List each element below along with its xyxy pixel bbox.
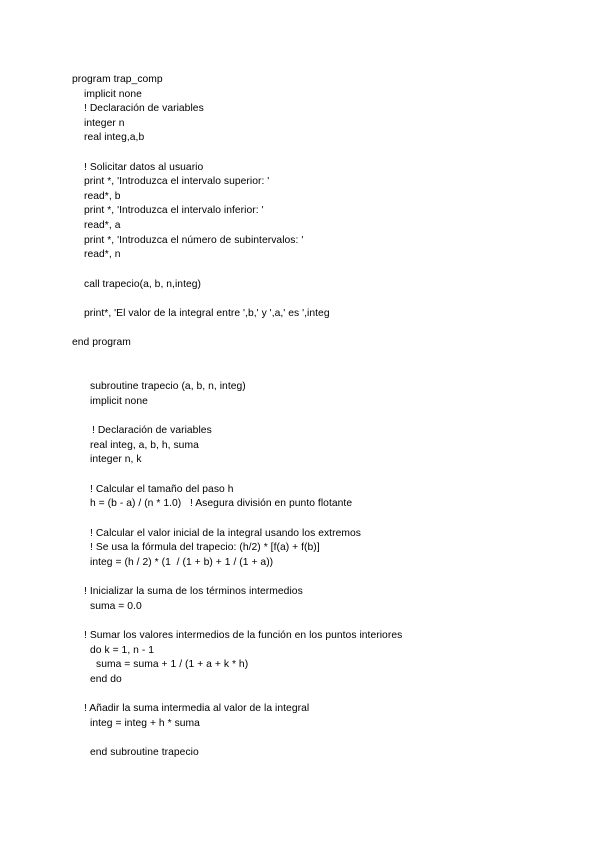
code-line: ! Se usa la fórmula del trapecio: (h/2) * [f(a) + f(b)] xyxy=(90,542,320,553)
code-line: end program xyxy=(72,337,131,348)
code-line: end subroutine trapecio xyxy=(90,747,199,758)
code-line: integer n xyxy=(84,118,125,129)
code-line: implicit none xyxy=(90,396,148,407)
code-line: real integ,a,b xyxy=(84,132,145,143)
code-line: print*, 'El valor de la integral entre ',b,' y ',a,' es ',integ xyxy=(84,308,330,319)
code-line: print *, 'Introduzca el número de subintervalos: ' xyxy=(84,235,304,246)
code-line: integ = integ + h * suma xyxy=(90,718,200,729)
code-line: ! Solicitar datos al usuario xyxy=(84,162,204,173)
code-line: integer n, k xyxy=(90,454,142,465)
code-line: ! Declaración de variables xyxy=(84,103,204,114)
code-line: ! Inicializar la suma de los términos intermedios xyxy=(84,586,303,597)
code-line: do k = 1, n - 1 xyxy=(90,645,154,656)
code-line: real integ, a, b, h, suma xyxy=(90,440,199,451)
code-line: ! Añadir la suma intermedia al valor de la integral xyxy=(84,703,310,714)
code-line: read*, a xyxy=(84,220,121,231)
code-line: subroutine trapecio (a, b, n, integ) xyxy=(90,381,246,392)
code-line: read*, n xyxy=(84,249,121,260)
code-line: suma = 0.0 xyxy=(90,601,142,612)
code-line: ! Calcular el valor inicial de la integral usando los extremos xyxy=(90,528,361,539)
code-line: call trapecio(a, b, n,integ) xyxy=(84,279,202,290)
code-line: print *, 'Introduzca el intervalo superior: ' xyxy=(84,176,270,187)
code-line: h = (b - a) / (n * 1.0) ! Asegura división en punto flotante xyxy=(90,498,353,509)
code-line: implicit none xyxy=(84,89,142,100)
code-line: ! Declaración de variables xyxy=(92,425,212,436)
code-line: ! Calcular el tamaño del paso h xyxy=(90,484,234,495)
code-line: print *, 'Introduzca el intervalo inferior: ' xyxy=(84,205,264,216)
code-line: suma = suma + 1 / (1 + a + k * h) xyxy=(96,659,249,670)
code-line: ! Sumar los valores intermedios de la función en los puntos interiores xyxy=(84,630,403,641)
code-line: read*, b xyxy=(84,191,121,202)
code-line: end do xyxy=(90,674,122,685)
code-line: program trap_comp xyxy=(72,74,163,85)
code-line: integ = (h / 2) * (1 / (1 + b) + 1 / (1 + a)) xyxy=(90,557,274,568)
